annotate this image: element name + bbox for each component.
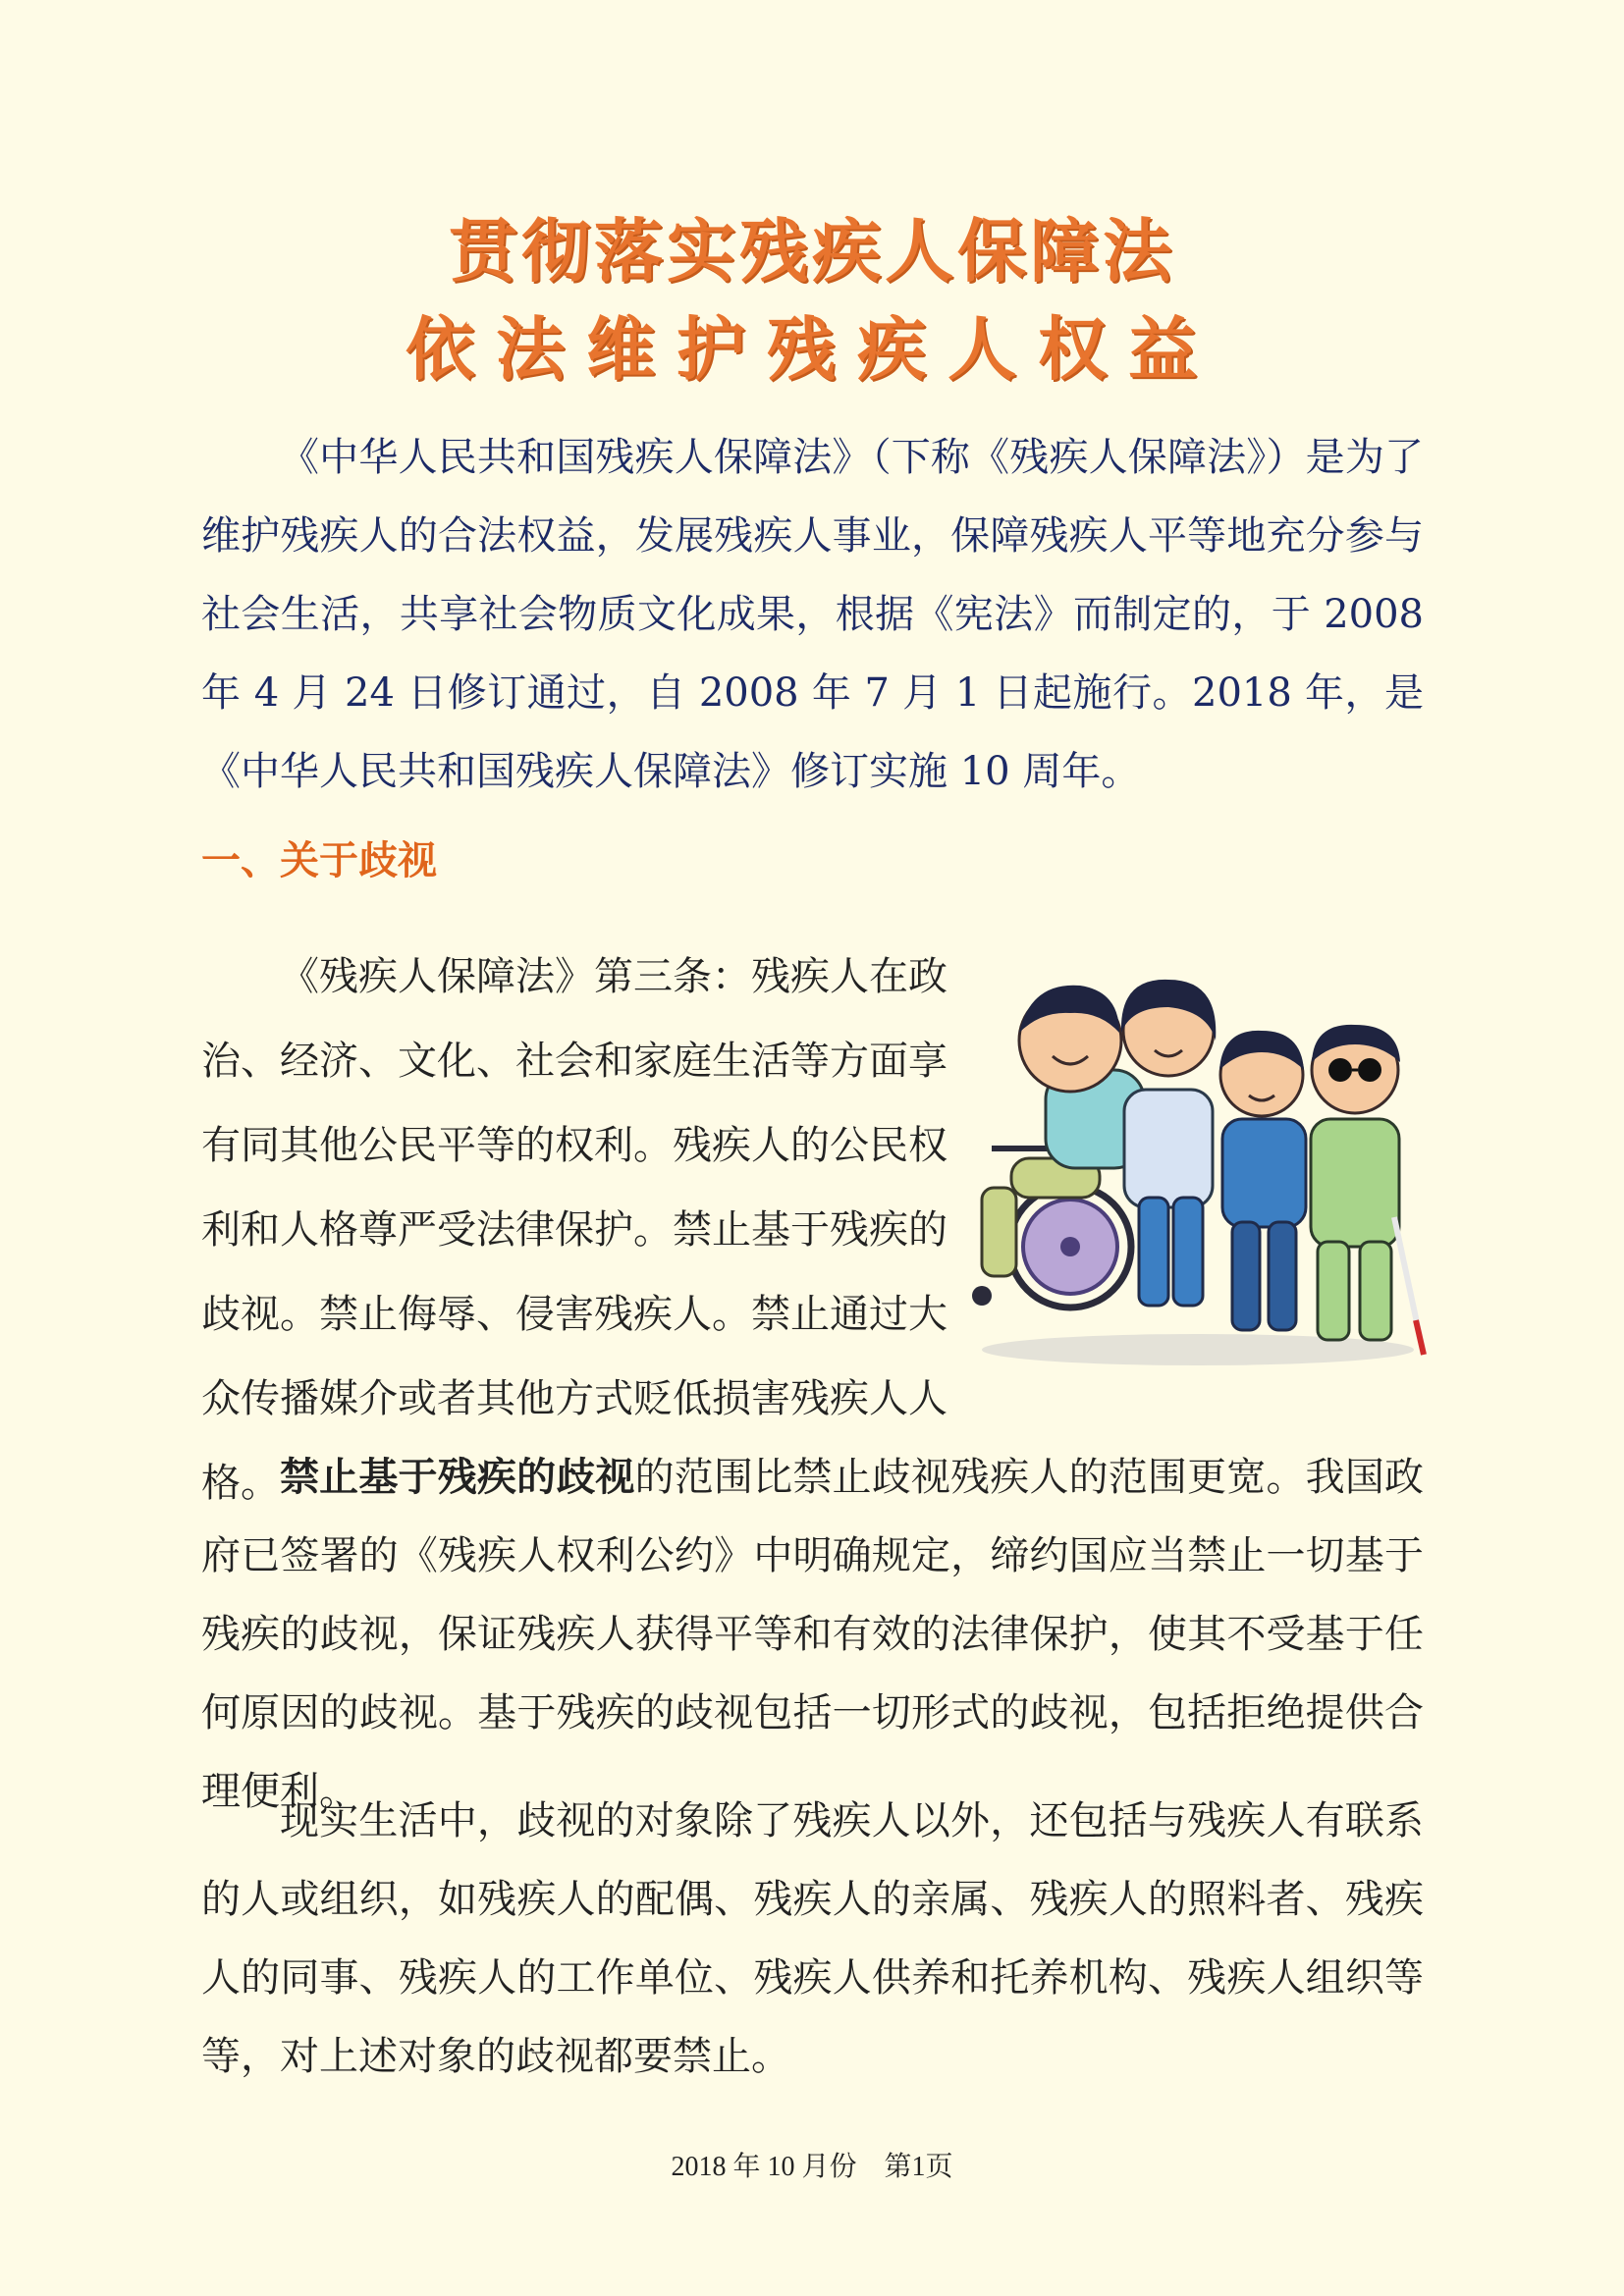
discrimination-objects-paragraph: 现实生活中，歧视的对象除了残疾人以外，还包括与残疾人有联系的人或组织，如残疾人的配偶、残疾人的亲属、残疾人的照料者、残疾人的同事、残疾人的工作单位、残疾人供养和托养机构、残疾人组织等等，对上述对象的歧视都要禁止。 [201,1798,1424,2079]
discrimination-scope-paragraph [201,1438,1424,1831]
emphasis-text: 禁止基于残疾的歧视 [280,1455,635,1500]
section-heading: 一、关于歧视 [201,838,437,883]
scope-text: 的范围比禁止歧视残疾人的范围更宽。我国政府已签署的《残疾人权利公约》中明确规定，缔约国应当禁止一切基于残疾的歧视，保证残疾人获得平等和有效的法律保护，使其不受基于任何原因的歧视。基于残疾的歧视包括一切形式的歧视，包括拒绝提供合理便利。 [201,1455,1425,1814]
article-paragraph: 《残疾人保障法》第三条：残疾人在政治、经济、文化、社会和家庭生活等方面享有同其他公民平等的权利。残疾人的公民权利和人格尊严受法律保护。禁止基于残疾的歧视。禁止侮辱、侵害残疾人。禁止通过大众传播媒介或者其他方式贬低损害残疾人人格。 [201,954,947,1506]
page-title-line2: 依法维护残疾人权益 [406,308,1218,390]
page-title-line1: 贯彻落实残疾人保障法 [449,210,1175,292]
page-footer: 2018 年 10 月份 第1页 [671,2152,953,2182]
people-illustration [962,972,1429,1369]
intro-paragraph: 《中华人民共和国残疾人保障法》（下称《残疾人保障法》）是为了维护残疾人的合法权益，发展残疾人事业，保障残疾人平等地充分参与社会生活，共享社会物质文化成果，根据《宪法》而制定的，于 2008 年 4 月 24 日修订通过，自 2008 年 7 月 1 日起施行。2018 年，是《中华人民共和国残疾人保障法》修订实施 10 周年。 [201,435,1424,794]
